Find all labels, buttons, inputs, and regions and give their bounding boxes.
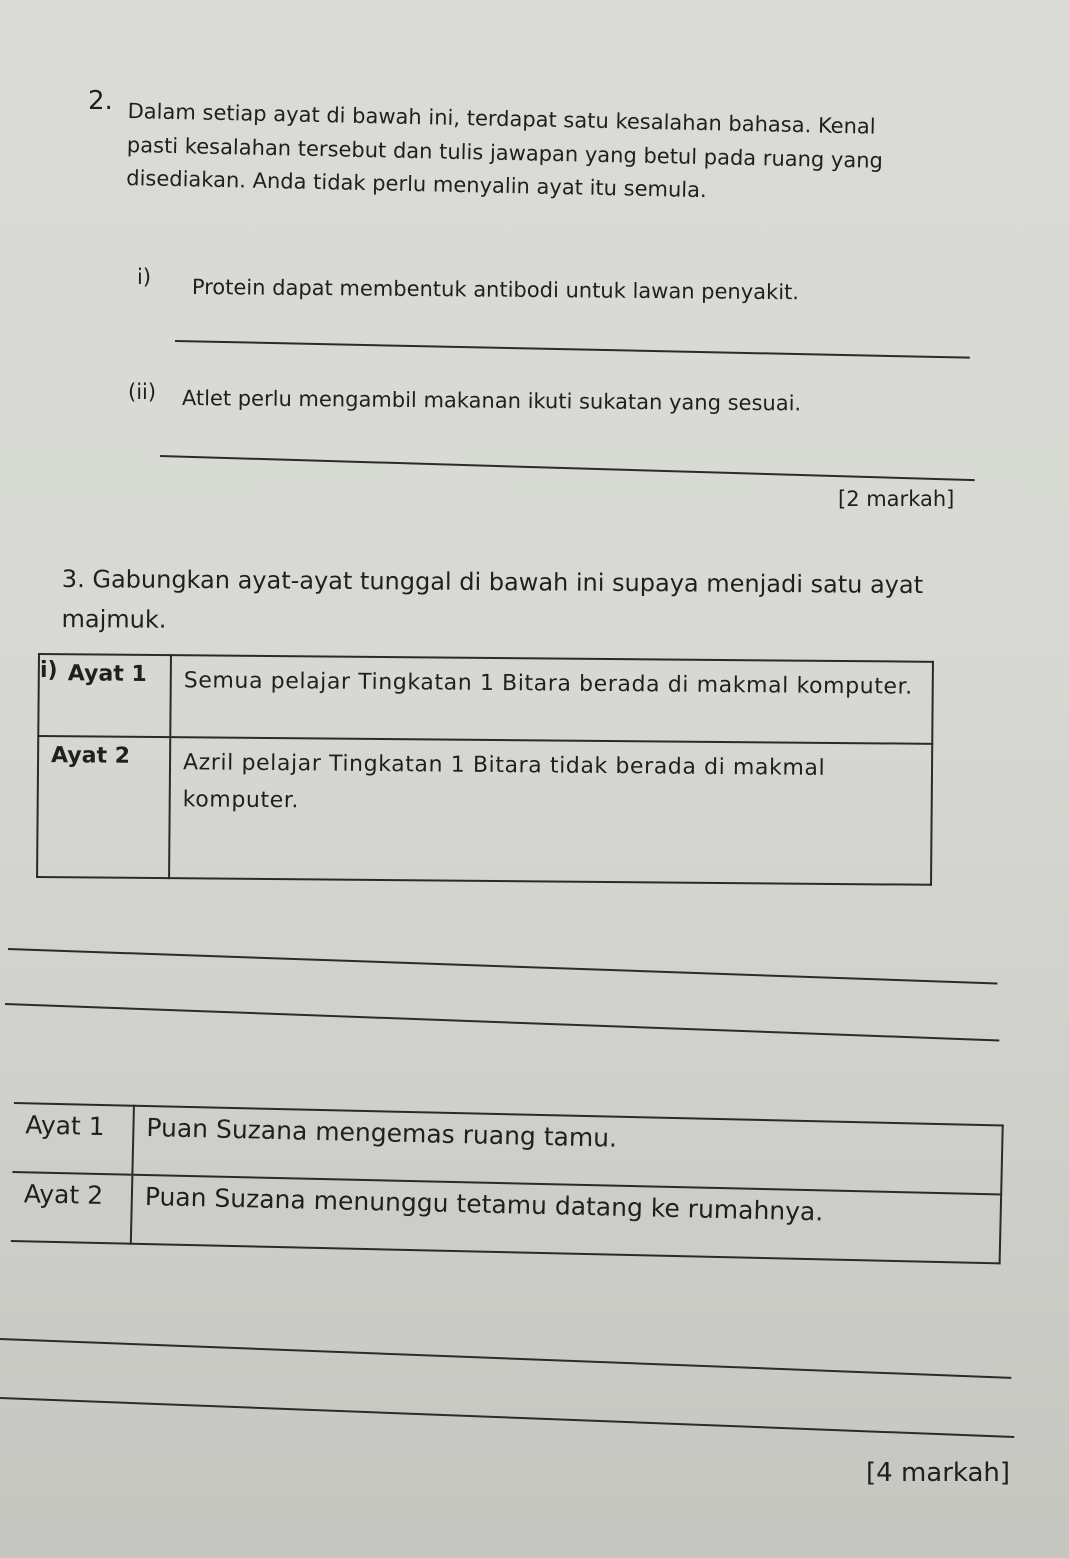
instruction-line [62,560,1022,606]
answer-line-3i-2[interactable] [5,1003,999,1041]
question-3-instruction [61,560,1022,646]
ayat-2-label: Ayat 2 [11,1172,133,1244]
sentence-table-i [36,653,934,886]
part-i-label: i) [40,658,58,683]
question-2-number: 2. [88,86,113,116]
item-ii-text: Atlet perlu mengambil makanan ikuti sukatan yang sesuai. [181,386,802,416]
ayat-1-label: Ayat 1 [12,1103,134,1175]
sentence-table-ii [11,1102,1004,1264]
question-2-marks: [2 markah] [838,487,955,511]
ayat-2-text: Puan Suzana menunggu tetamu datang ke rumahnya. [131,1175,1001,1264]
item-i-text: Protein dapat membentuk antibodi untuk lawan penyakit. [191,275,800,305]
instruction-line: Dalam setiap ayat di bawah ini, terdapat satu kesalahan bahasa. Kenal [127,98,876,139]
ayat-1-label: Ayat 1 [38,654,171,737]
table-row [37,736,932,885]
ayat-2-text: Azril pelajar Tingkatan 1 Bitara tidak berada di makmal komputer. [169,737,932,885]
answer-line-i[interactable] [175,340,970,359]
instruction-text: Gabungkan ayat-ayat tunggal di bawah ini supaya menjadi satu ayat [92,565,924,600]
item-i-label: i) [137,265,152,289]
ayat-2-label: Ayat 2 [37,736,170,878]
instruction-line: pasti kesalahan tersebut dan tulis jawapan yang betul pada ruang yang [126,132,884,173]
item-ii-label: (ii) [128,380,157,404]
instruction-line: disediakan. Anda tidak perlu menyalin ayat itu semula. [126,166,707,203]
question-2-instruction [126,95,1008,214]
answer-line-ii[interactable] [160,455,975,481]
ayat-1-text: Semua pelajar Tingkatan 1 Bitara berada di makmal komputer. [170,655,933,743]
instruction-line: majmuk. [61,604,167,634]
ayat-1-text: Puan Suzana mengemas ruang tamu. [132,1106,1002,1195]
question-3-marks: [4 markah] [866,1458,1011,1488]
table-row [38,654,933,744]
answer-line-3i-1[interactable] [8,948,997,985]
answer-line-3ii-1[interactable] [0,1338,1011,1379]
question-3-number: 3. [61,564,85,594]
answer-line-3ii-2[interactable] [0,1397,1014,1438]
